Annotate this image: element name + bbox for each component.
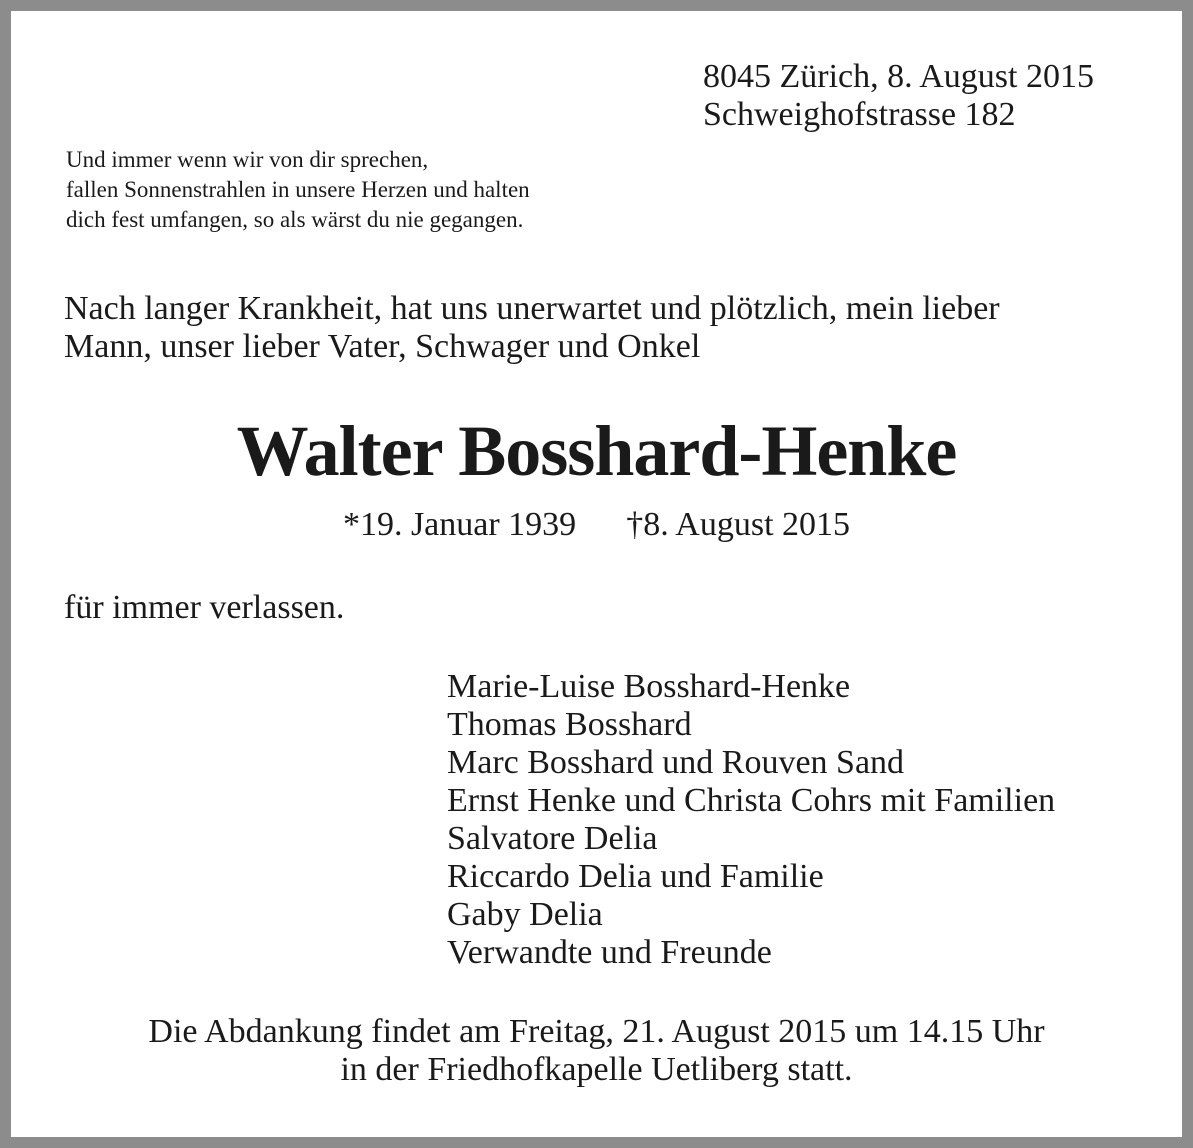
- mourner-name: Salvatore Delia: [447, 820, 658, 857]
- ceremony-line: in der Friedhofkapelle Uetliberg statt.: [340, 1051, 853, 1088]
- death-date: †8. August 2015: [626, 506, 851, 543]
- address-city-date: 8045 Zürich, 8. August 2015: [703, 58, 1094, 95]
- poem-line: fallen Sonnenstrahlen in unsere Herzen und halten: [66, 177, 530, 202]
- poem-line: Und immer wenn wir von dir sprechen,: [66, 147, 429, 172]
- poem-line: dich fest umfangen, so als wärst du nie gegangen.: [66, 207, 524, 232]
- mourner-name: Thomas Bosshard: [447, 706, 692, 743]
- ceremony-notice: [11, 1013, 1182, 1089]
- announcement-intro: [64, 290, 1144, 366]
- life-dates: [11, 505, 1182, 545]
- memorial-poem: [66, 145, 530, 235]
- mourner-name: Gaby Delia: [447, 896, 603, 933]
- mourner-name: Riccardo Delia und Familie: [447, 858, 824, 895]
- mourner-name: Ernst Henke und Christa Cohrs mit Familien: [447, 782, 1056, 819]
- announcement-closing: für immer verlassen.: [64, 589, 345, 626]
- mourner-name: Marie-Luise Bosshard-Henke: [447, 668, 851, 705]
- address-street: Schweighofstrasse 182: [703, 96, 1016, 133]
- mourner-name: Marc Bosshard und Rouven Sand: [447, 744, 905, 781]
- ceremony-line: Die Abdankung findet am Freitag, 21. August 2015 um 14.15 Uhr: [148, 1013, 1045, 1050]
- sender-address: [703, 58, 1094, 134]
- mourner-name: Verwandte und Freunde: [447, 934, 772, 971]
- birth-date: *19. Januar 1939: [342, 506, 577, 543]
- mourners-list: [447, 668, 1055, 972]
- intro-line: Nach langer Krankheit, hat uns unerwartet und plötzlich, mein lieber: [64, 290, 1000, 327]
- intro-line: Mann, unser lieber Vater, Schwager und Onkel: [64, 328, 701, 365]
- deceased-name: Walter Bosshard-Henke: [236, 411, 957, 491]
- obituary-sheet: [11, 11, 1182, 1137]
- obituary-content: [11, 11, 1182, 1137]
